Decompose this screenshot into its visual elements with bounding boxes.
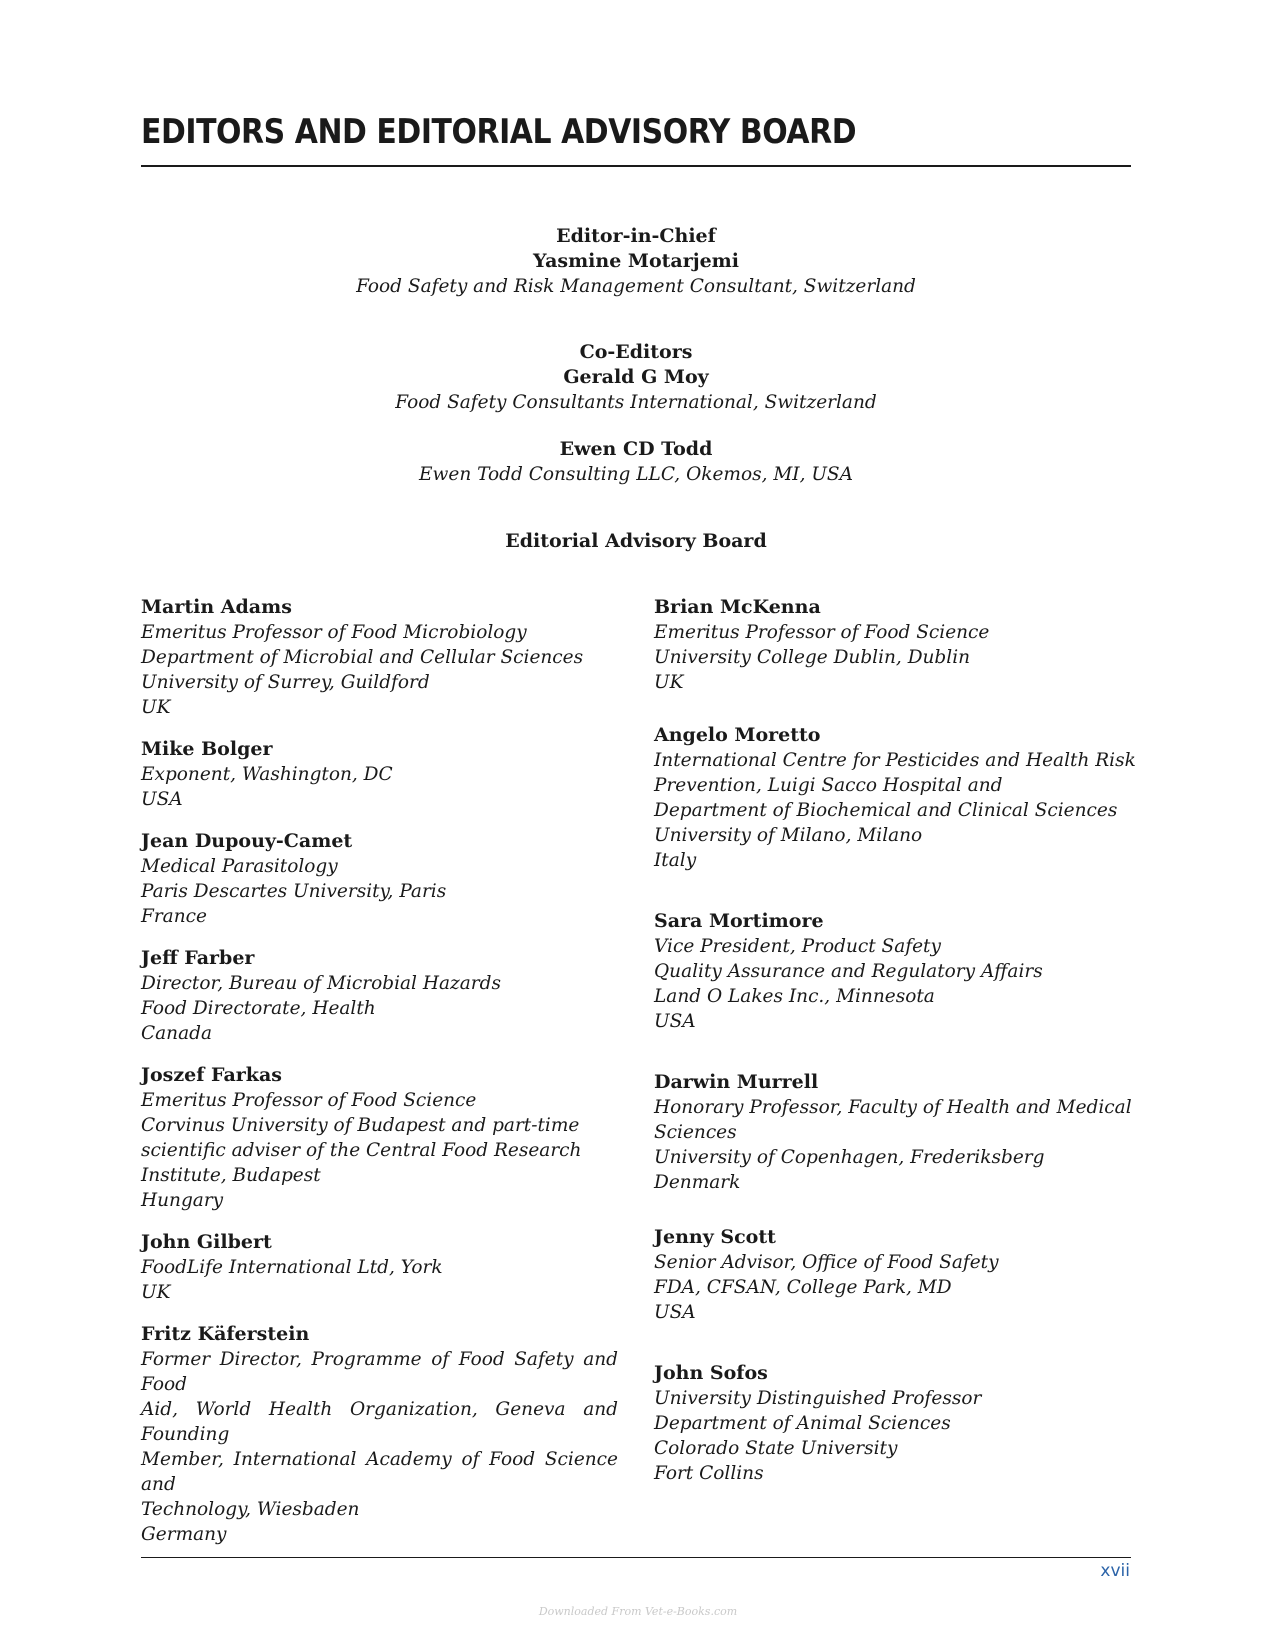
board-member	[654, 1070, 1134, 1195]
page-title: EDITORS AND EDITORIAL ADVISORY BOARD	[141, 112, 857, 152]
co-editors-block	[141, 340, 1131, 415]
member-affiliation-line: University of Copenhagen, Frederiksberg	[654, 1147, 1045, 1168]
board-member	[141, 595, 621, 720]
member-affiliation-line: Former Director, Programme of Food Safety and Food	[141, 1349, 618, 1395]
member-affiliation-line: Department of Microbial and Cellular Sciences	[141, 647, 584, 668]
member-affiliation-line: Vice President, Product Safety	[654, 936, 941, 957]
member-affiliation-line: USA	[654, 1302, 696, 1323]
board-member	[141, 829, 621, 929]
member-affiliation-line: Senior Advisor, Office of Food Safety	[654, 1252, 999, 1273]
member-affiliation-line: France	[141, 906, 207, 927]
member-name: John Gilbert	[141, 1231, 272, 1253]
board-right-column	[654, 595, 1134, 1486]
board-member	[141, 1322, 621, 1547]
member-affiliation-line: Emeritus Professor of Food Science	[654, 622, 990, 643]
member-name: Jeff Farber	[141, 947, 255, 969]
member-affiliation-line: Institute, Budapest	[141, 1165, 321, 1186]
advisory-board-heading-block	[141, 529, 1131, 554]
footer-rule	[141, 1557, 1131, 1558]
member-name: John Sofos	[654, 1362, 768, 1384]
member-name: Darwin Murrell	[654, 1071, 819, 1093]
member-affiliation-line: Germany	[141, 1524, 227, 1545]
member-name: Joszef Farkas	[141, 1064, 282, 1086]
member-affiliation-line: Department of Biochemical and Clinical Sciences	[654, 800, 1118, 821]
member-affiliation-line: USA	[654, 1011, 696, 1032]
member-affiliation-line: Fort Collins	[654, 1463, 764, 1484]
board-member	[654, 723, 1134, 873]
editor-in-chief-role: Editor-in-Chief	[556, 225, 716, 247]
member-affiliation-line: Colorado State University	[654, 1438, 898, 1459]
member-affiliation-line: Director, Bureau of Microbial Hazards	[141, 973, 501, 994]
board-member	[141, 737, 621, 812]
member-name: Mike Bolger	[141, 738, 273, 760]
member-affiliation-line: UK	[654, 672, 684, 693]
board-member	[141, 946, 621, 1046]
page-number: xvii	[1100, 1561, 1130, 1581]
member-name: Jenny Scott	[654, 1226, 776, 1248]
member-affiliation-line: Exponent, Washington, DC	[141, 764, 393, 785]
co-editor-block	[141, 437, 1131, 487]
member-affiliation-line: Sciences	[654, 1122, 737, 1143]
member-name: Martin Adams	[141, 596, 292, 618]
board-member	[654, 909, 1134, 1034]
member-name: Fritz Käferstein	[141, 1323, 310, 1345]
editor-in-chief-block	[141, 224, 1131, 299]
co-editor-affiliation: Food Safety Consultants International, Switzerland	[395, 392, 877, 413]
member-affiliation-line: UK	[141, 1282, 171, 1303]
board-member	[141, 1063, 621, 1213]
board-left-column	[141, 595, 621, 1547]
title-rule	[141, 165, 1131, 167]
member-name: Jean Dupouy-Camet	[141, 830, 353, 852]
editor-in-chief-affiliation: Food Safety and Risk Management Consultant, Switzerland	[356, 276, 916, 297]
member-affiliation-line: Member, International Academy of Food Science and	[141, 1449, 618, 1495]
member-affiliation-line: UK	[141, 697, 171, 718]
member-name: Sara Mortimore	[654, 910, 824, 932]
advisory-board-heading: Editorial Advisory Board	[505, 530, 767, 552]
member-affiliation-line: Honorary Professor, Faculty of Health and Medical	[654, 1097, 1132, 1118]
member-affiliation-line: Emeritus Professor of Food Microbiology	[141, 622, 527, 643]
member-affiliation-line: Prevention, Luigi Sacco Hospital and	[654, 775, 1003, 796]
member-affiliation-line: Department of Animal Sciences	[654, 1413, 951, 1434]
board-member	[654, 1361, 1134, 1486]
co-editors-role: Co-Editors	[579, 341, 693, 363]
member-affiliation-line: Hungary	[141, 1190, 224, 1211]
member-affiliation-line: Paris Descartes University, Paris	[141, 881, 447, 902]
member-affiliation-line: University College Dublin, Dublin	[654, 647, 971, 668]
co-editor-name: Gerald G Moy	[563, 366, 709, 388]
board-member	[654, 595, 1134, 695]
member-affiliation-line: Denmark	[654, 1172, 741, 1193]
member-affiliation-line: Land O Lakes Inc., Minnesota	[654, 986, 935, 1007]
member-affiliation-line: FDA, CFSAN, College Park, MD	[654, 1277, 952, 1298]
member-affiliation-line: Emeritus Professor of Food Science	[141, 1090, 477, 1111]
member-affiliation-line: FoodLife International Ltd, York	[141, 1257, 443, 1278]
member-affiliation-line: Italy	[654, 850, 697, 871]
member-affiliation-line: Food Directorate, Health	[141, 998, 376, 1019]
member-affiliation-line: International Centre for Pesticides and Health Risk	[654, 750, 1136, 771]
member-affiliation-line: Canada	[141, 1023, 213, 1044]
editor-in-chief-name: Yasmine Motarjemi	[532, 250, 740, 272]
member-affiliation-line: University Distinguished Professor	[654, 1388, 982, 1409]
member-name: Angelo Moretto	[654, 724, 821, 746]
board-member	[141, 1230, 621, 1305]
member-affiliation-line: Medical Parasitology	[141, 856, 338, 877]
member-affiliation-line: University of Surrey, Guildford	[141, 672, 430, 693]
co-editor-name: Ewen CD Todd	[559, 438, 713, 460]
member-affiliation-line: scientific adviser of the Central Food Research	[141, 1140, 582, 1161]
board-member	[654, 1225, 1134, 1325]
co-editor-affiliation: Ewen Todd Consulting LLC, Okemos, MI, USA	[419, 464, 853, 485]
member-affiliation-line: Technology, Wiesbaden	[141, 1499, 360, 1520]
member-affiliation-line: USA	[141, 789, 183, 810]
member-name: Brian McKenna	[654, 596, 821, 618]
member-affiliation-line: Aid, World Health Organization, Geneva and Founding	[141, 1399, 618, 1445]
watermark: Downloaded From Vet-e-Books.com	[538, 1605, 738, 1618]
member-affiliation-line: Corvinus University of Budapest and part-time	[141, 1115, 580, 1136]
member-affiliation-line: University of Milano, Milano	[654, 825, 923, 846]
member-affiliation-line: Quality Assurance and Regulatory Affairs	[654, 961, 1043, 982]
